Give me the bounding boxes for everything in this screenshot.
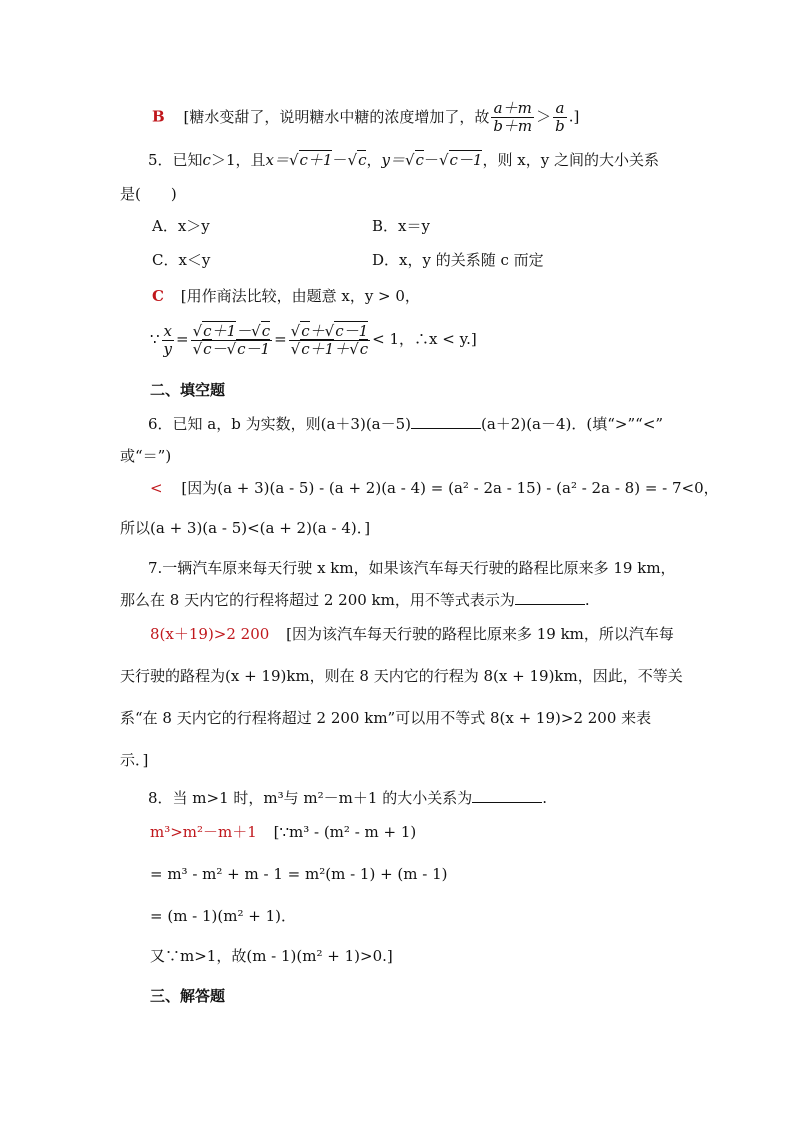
q6-answer-line2: 所以(a + 3)(a - 5)<(a + 2)(a - 4)．] [120,519,371,537]
q7-line1: 7.一辆汽车原来每天行驶 x km，如果该汽车每天行驶的路程比原来多 19 km， [148,559,676,577]
q7-line2: 那么在 8 天内它的行程将超过 2 200 km，用不等式表示为 . [120,591,590,609]
answer-blank [515,590,585,605]
q8-answer-line2: = m³ - m² + m - 1 = m²(m - 1) + (m - 1) [150,865,448,883]
q7-answer: 8(x＋19)>2 200 [因为该汽车每天行驶的路程比原来多 19 km，所以汽车每 [150,625,674,643]
q4-answer: B [糖水变甜了，说明糖水中糖的浓度增加了，故 $\frac{a+m}{b+m}$ ＞ $\frac{a}{b}$ .] [152,99,580,135]
option-d: D．x，y 的关系随 c 而定 [372,251,544,269]
fraction: $\frac{a+m}{b+m}$ [493,99,533,135]
q6-line2: 或“＝”) [120,447,172,465]
answer-mark: m³>m²－m＋1 [150,823,257,841]
answer-blank [472,788,542,803]
answer-letter: C [152,287,164,305]
q7-answer-line4: 示．] [120,751,149,769]
answer-mark: 8(x＋19)>2 200 [150,625,270,643]
q5-answer [152,286,420,306]
q5-line1: 5．已知c＞1，且x＝√c＋1－√c，y＝√c－√c－1，则 x，y 之间的大小关系 [148,151,659,169]
section-heading: 三、解答题 [150,987,226,1005]
q5-answer-equation: ∵ $\frac{x}{y}$ = $\frac{√c+1-√c}{√c-√c-1}$ = $\frac{√c+√c-1}{√c+1+√c}$ < 1，∴x < y.] [150,321,477,358]
option-a: A．x＞y [152,217,210,235]
q8-line: 8．当 m>1 时，m³与 m²－m＋1 的大小关系为 . [148,789,547,807]
q8-answer: m³>m²－m＋1 [∵m³ - (m² - m + 1) [150,823,417,841]
q6-line1: 6．已知 a，b 为实数，则(a＋3)(a－5) (a＋2)(a－4)．(填“>”“<” [148,415,664,433]
q6-answer: < [因为(a + 3)(a - 5) - (a + 2)(a - 4) = (a² - 2a - 15) - (a² - 2a - 8) = - 7<0， [150,479,719,497]
section-heading: 二、填空题 [150,381,226,399]
option-c: C．x＜y [152,251,211,269]
fraction: $\frac{a}{b}$ [555,99,565,135]
q5-line2: 是( ) [120,185,177,203]
answer-mark: < [150,479,163,497]
q7-answer-line2: 天行驶的路程为(x + 19)km，则在 8 天内它的行程为 8(x + 19)km，因此，不等关 [120,667,683,685]
q8-answer-line4: 又∵m>1，故(m - 1)(m² + 1)>0.] [150,947,393,965]
q8-answer-line3: = (m - 1)(m² + 1)． [150,907,297,925]
answer-text: [用作商法比较，由题意 x，y > 0， [180,287,420,305]
answer-blank [411,414,481,429]
answer-letter: B [152,107,165,126]
q7-answer-line3: 系“在 8 天内它的行程将超过 2 200 km”可以用不等式 8(x + 19)>2 200 来表 [120,709,652,727]
answer-text: [糖水变甜了，说明糖水中糖的浓度增加了，故 [183,107,490,126]
option-b: B．x＝y [372,217,430,235]
